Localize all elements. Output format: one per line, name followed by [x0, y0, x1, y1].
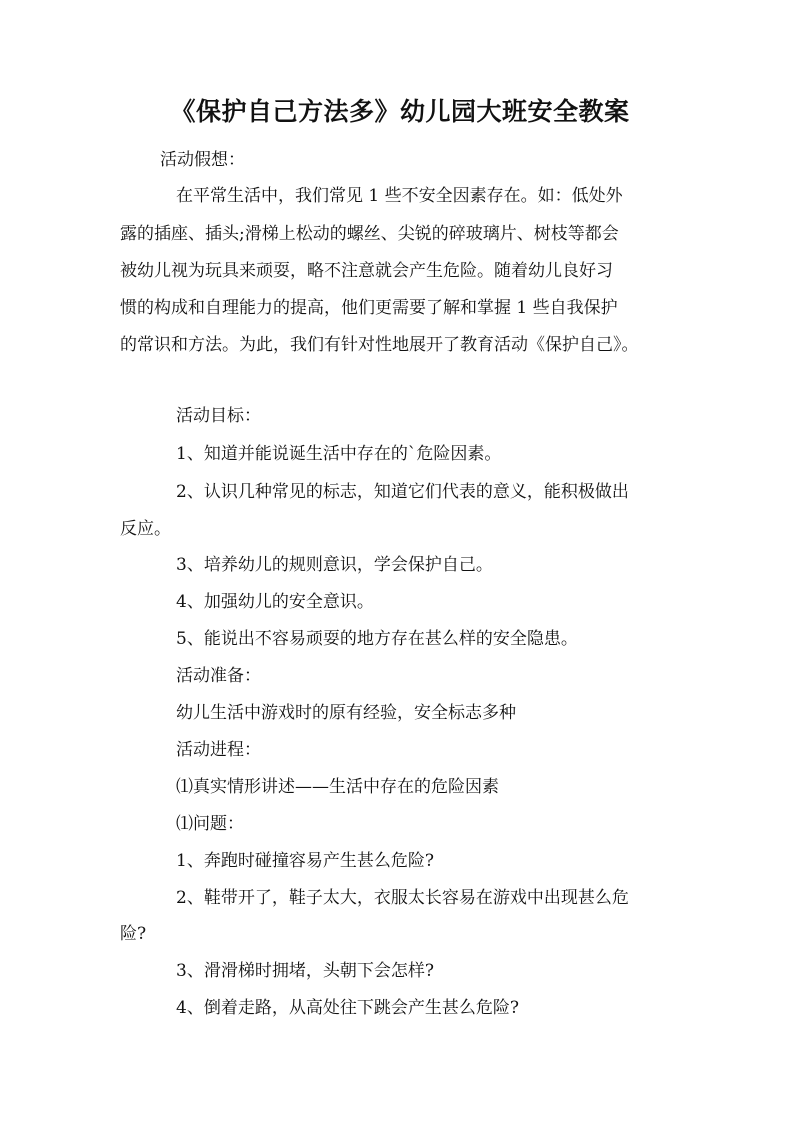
assumption-line-1: 在平常生活中，我们常见 1 些不安全因素存在。如：低处外 — [176, 186, 623, 206]
process-line-4-continuation: 险? — [120, 924, 147, 944]
preparation-heading: 活动准备： — [176, 666, 261, 686]
process-line-5: 3、滑滑梯时拥堵，头朝下会怎样? — [176, 961, 434, 981]
document-title: 《保护自己方法多》幼儿园大班安全教案 — [170, 97, 630, 126]
assumption-heading: 活动假想： — [160, 150, 245, 170]
process-line-6: 4、倒着走路，从高处往下跳会产生甚么危险? — [176, 998, 519, 1018]
process-line-4: 2、鞋带开了，鞋子太大，衣服太长容易在游戏中出现甚么危 — [176, 888, 629, 908]
process-heading: 活动进程： — [176, 740, 261, 760]
goal-3: 3、培养幼儿的规则意识，学会保护自己。 — [176, 555, 493, 575]
goal-4: 4、加强幼儿的安全意识。 — [176, 592, 374, 612]
process-line-1: ⑴真实情形讲述——生活中存在的危险因素 — [176, 777, 499, 797]
assumption-line-4: 惯的构成和自理能力的提高，他们更需要了解和掌握 1 些自我保护 — [120, 298, 618, 318]
assumption-line-2: 露的插座、插头;滑梯上松动的螺丝、尖锐的碎玻璃片、树枝等都会 — [120, 224, 619, 244]
goals-heading: 活动目标： — [176, 406, 261, 426]
goal-2: 2、认识几种常见的标志，知道它们代表的意义，能积极做出 — [176, 482, 629, 502]
preparation-content: 幼儿生活中游戏时的原有经验，安全标志多种 — [176, 703, 516, 723]
process-line-2: ⑴问题： — [176, 814, 244, 834]
goal-5: 5、能说出不容易顽耍的地方存在甚么样的安全隐患。 — [176, 629, 578, 649]
assumption-line-5: 的常识和方法。为此，我们有针对性地展开了教育活动《保护自己》。 — [120, 335, 639, 355]
goal-1: 1、知道并能说诞生活中存在的`危险因素。 — [176, 444, 502, 464]
goal-2-continuation: 反应。 — [120, 519, 171, 539]
process-line-3: 1、奔跑时碰撞容易产生甚么危险? — [176, 851, 434, 871]
assumption-line-3: 被幼儿视为玩具来顽耍，略不注意就会产生危险。随着幼儿良好习 — [120, 261, 613, 281]
